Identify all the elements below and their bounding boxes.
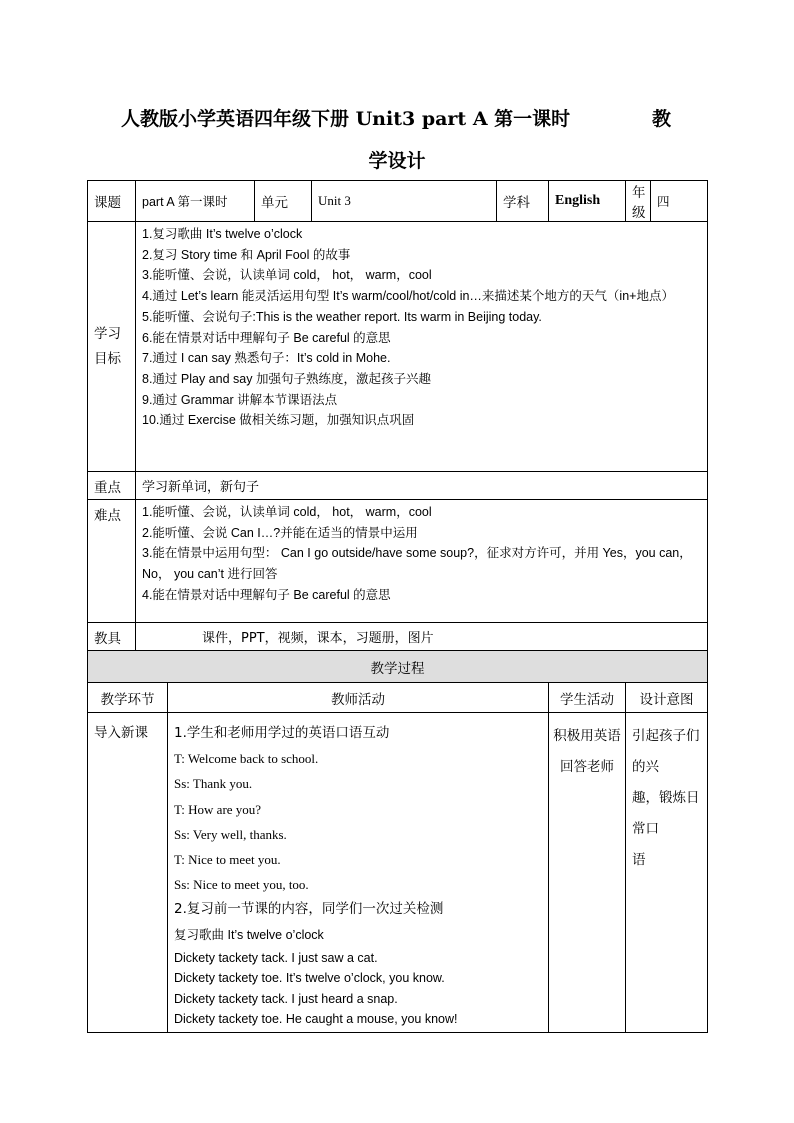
objective-item: 7.通过 I can say 熟悉句子：It’s cold in Mohe. [142, 351, 391, 366]
teacher-line: Ss: Very well, thanks. [174, 826, 287, 842]
objective-item: 1.复习歌曲 It’s twelve o’clock [142, 227, 303, 241]
difficulty-item: 4.能在情景对话中理解句子 Be careful 的意思 [142, 587, 391, 602]
difficulties-list [136, 500, 708, 623]
teacher-line: T: Nice to meet you. [174, 852, 281, 868]
intent-line: 语 [632, 852, 646, 868]
objective-item: 6.能在情景对话中理解句子 Be careful 的意思 [142, 330, 391, 345]
teacher-line: Dickety tackety tack. I just saw a cat. [174, 950, 378, 965]
subject-value: English [549, 181, 626, 222]
header-row [88, 181, 708, 222]
process-header-student: 学生活动 [549, 683, 626, 713]
title-tail: 教 [652, 108, 672, 130]
teacher-line: T: Welcome back to school. [174, 751, 319, 767]
tools-value: 课件，PPT，视频，课本，习题册，图片 [136, 623, 708, 651]
process-header-row [88, 683, 708, 713]
process-header-stage: 教学环节 [88, 683, 168, 713]
objectives-label-line2: 目标 [94, 350, 121, 367]
teacher-line: 复习歌曲 It’s twelve o’clock [174, 927, 324, 942]
document-title-line1 [0, 104, 794, 134]
teacher-line: Dickety tackety toe. It’s twelve o’clock, you know. [174, 971, 445, 986]
student-line: 回答老师 [560, 759, 615, 775]
teacher-activity [168, 713, 549, 1033]
key-points-value: 学习新单词，新句子 [136, 472, 708, 500]
unit-value: Unit 3 [312, 181, 497, 222]
teacher-line: T: How are you? [174, 801, 262, 817]
objective-item: 8.通过 Play and say 加强句子熟练度，激起孩子兴趣 [142, 371, 431, 386]
intent-line: 趣，锻炼日常口 [632, 790, 700, 837]
process-row-intro [88, 713, 708, 1033]
objectives-row [88, 222, 708, 472]
objectives-list [136, 222, 708, 472]
design-intent [626, 713, 708, 1033]
teacher-line: Dickety tackety toe. He caught a mouse, you know! [174, 1012, 458, 1027]
objective-item: 5.能听懂、会说句子:This is the weather report. Its warm in Beijing today. [142, 309, 542, 324]
unit-label: 单元 [255, 181, 312, 222]
lesson-plan-table [87, 180, 708, 1033]
objective-item: 4.通过 Let’s learn 能灵活运用句型 It’s warm/cool/hot/cold in…来描述某个地方的天气（in+地点） [142, 289, 674, 304]
teacher-line: Ss: Nice to meet you, too. [174, 877, 309, 893]
key-points-label: 重点 [88, 472, 136, 500]
process-header-intent: 设计意图 [626, 683, 708, 713]
topic-label: 课题 [88, 181, 136, 222]
difficulty-item: 1.能听懂、会说，认读单词 cold， hot， warm，cool [142, 505, 432, 519]
objective-item: 3.能听懂、会说，认读单词 cold， hot， warm，cool [142, 268, 432, 283]
key-points-row [88, 472, 708, 500]
grade-value: 四 [651, 181, 708, 222]
intent-line: 引起孩子们的兴 [632, 728, 700, 775]
subject-label: 学科 [497, 181, 549, 222]
process-header-teacher: 教师活动 [168, 683, 549, 713]
tools-row [88, 623, 708, 651]
student-line: 积极用英语 [553, 728, 621, 744]
objectives-label-line1: 学习 [94, 325, 121, 342]
topic-value: part A 第一课时 [136, 181, 255, 222]
student-activity [549, 713, 626, 1033]
process-stage: 导入新课 [88, 713, 168, 1033]
grade-label: 年级 [626, 181, 651, 222]
difficulties-row [88, 500, 708, 623]
objective-item: 10.通过 Exercise 做相关练习题，加强知识点巩固 [142, 413, 415, 428]
difficulty-item: 2.能听懂、会说 Can I…?并能在适当的情景中运用 [142, 525, 418, 540]
teacher-line: Ss: Thank you. [174, 776, 253, 792]
title-main: 人教版小学英语四年级下册 Unit3 part A 第一课时 [121, 108, 571, 130]
teacher-line: 2.复习前一节课的内容，同学们一次过关检测 [174, 901, 444, 918]
teacher-line: Dickety tackety tack. I just heard a snap. [174, 991, 398, 1006]
objectives-label [88, 222, 136, 472]
process-banner-row [88, 651, 708, 683]
difficulties-label: 难点 [88, 500, 136, 623]
document-title-line2: 学设计 [368, 150, 426, 172]
objective-item: 2.复习 Story time 和 April Fool 的故事 [142, 247, 351, 262]
teacher-line: 1.学生和老师用学过的英语口语互动 [174, 725, 390, 741]
process-banner: 教学过程 [88, 651, 708, 683]
tools-label: 教具 [88, 623, 136, 651]
objective-item: 9.通过 Grammar 讲解本节课语法点 [142, 392, 338, 407]
difficulty-item: 3.能在情景中运用句型： Can I go outside/have some soup?，征求对方许可，并用 Yes，you can，No， you can’t 进行回答 [142, 546, 692, 582]
